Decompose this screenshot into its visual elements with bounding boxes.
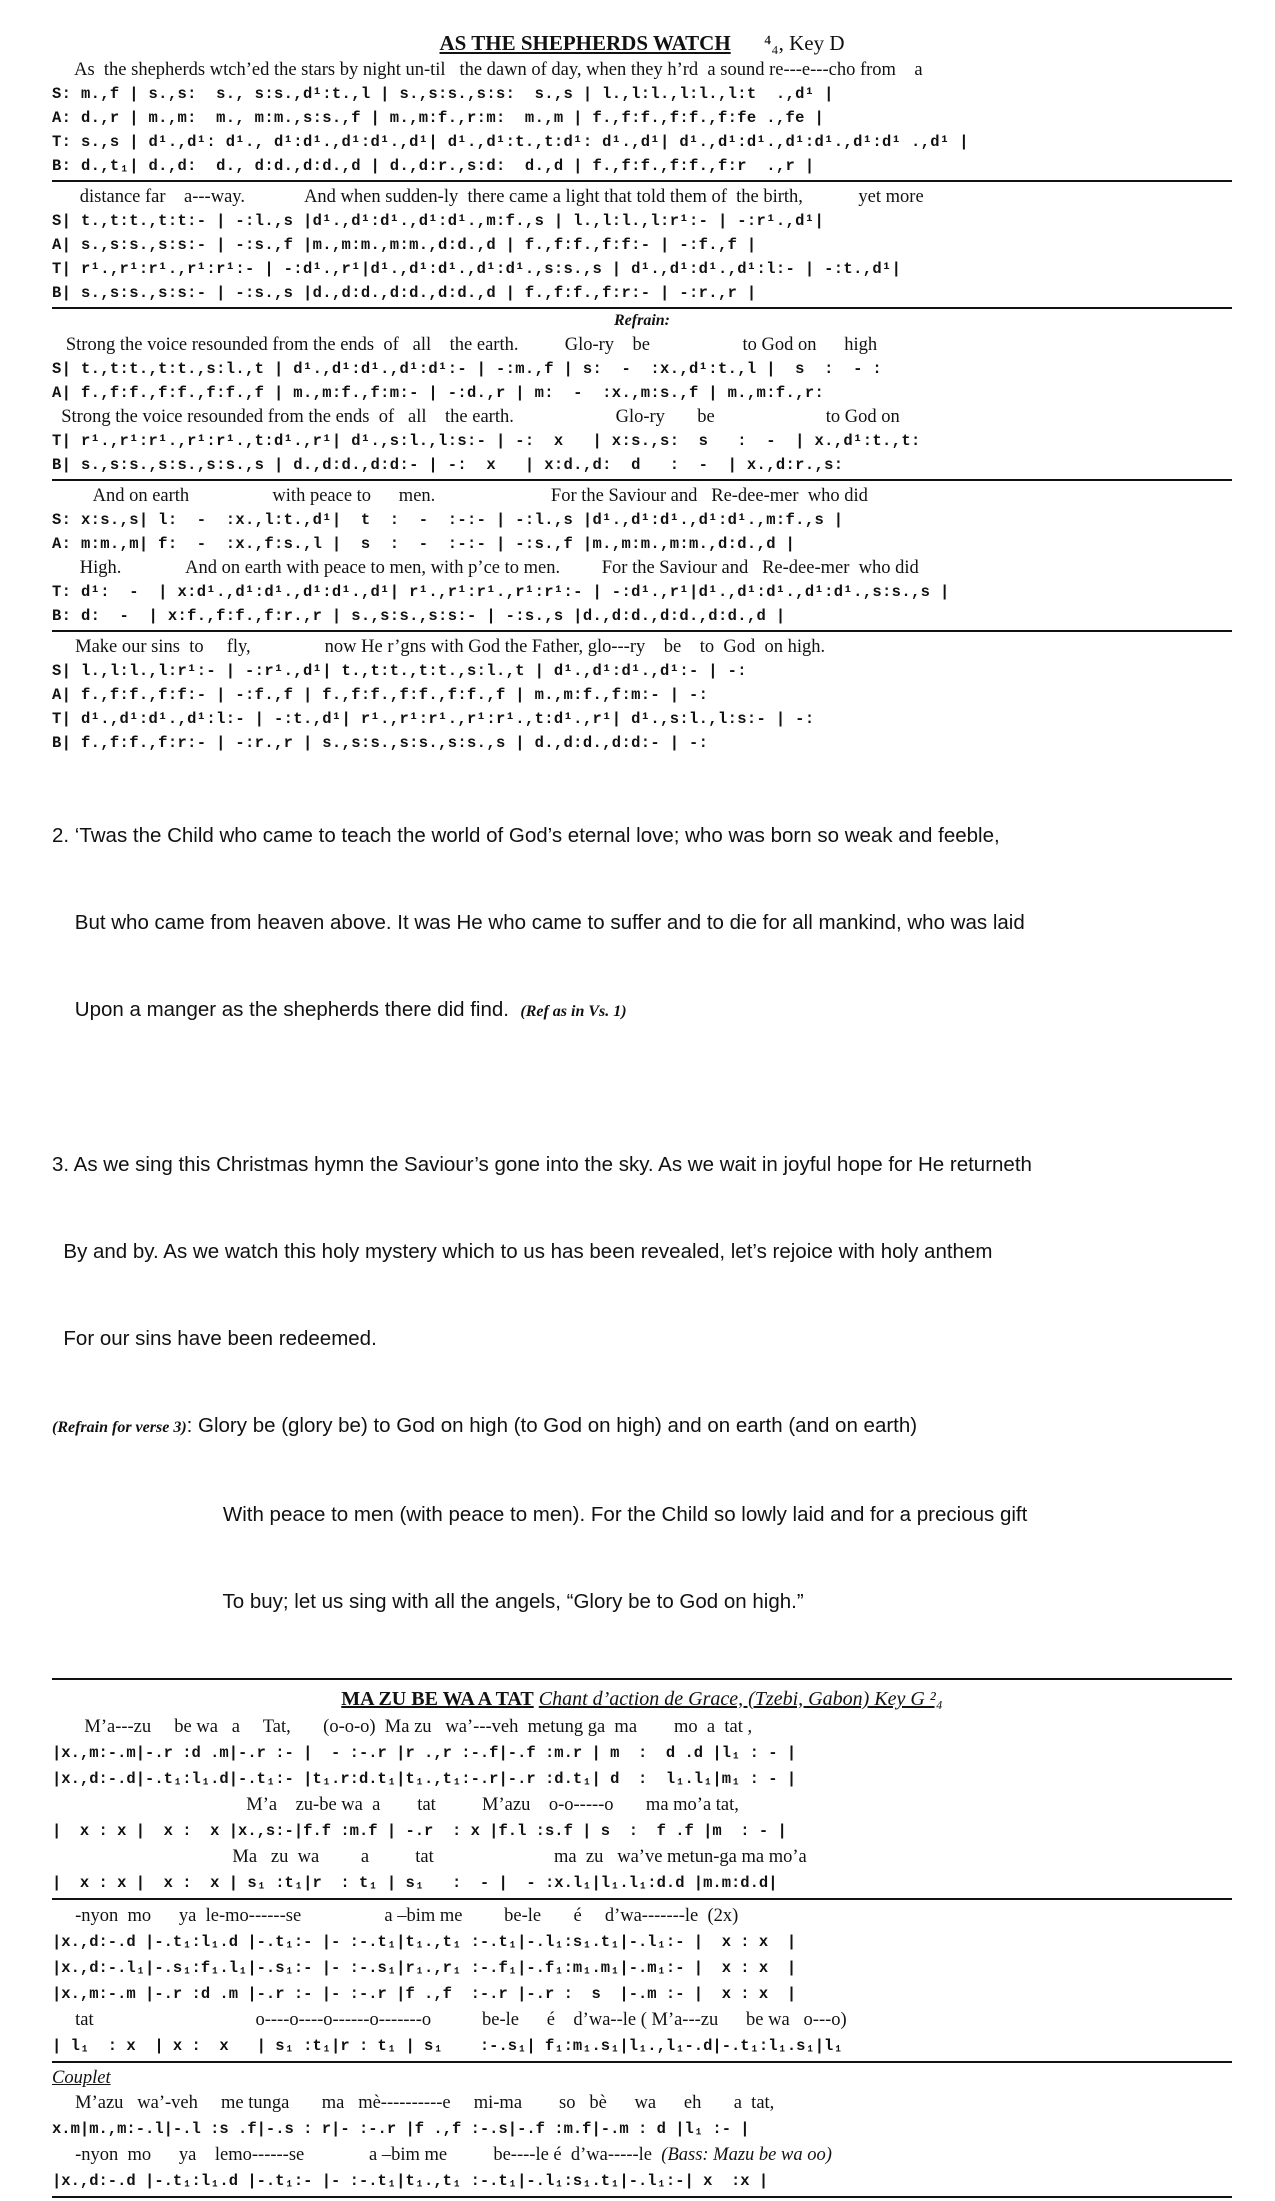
couplet-label: Couplet <box>52 2068 111 2088</box>
solfa-line: S| t.,t:t.,t:t.,s:l.,t | d¹.,d¹:d¹.,d¹:d¹:- | -:m.,f | s: - :x.,d¹:t.,l | s : - : <box>52 360 883 378</box>
solfa-line: |x.,m:-.m |-.r :d .m |-.r :- |- :-.r |f .,f :-.r |-.r : s |-.m :- | x : x | <box>52 1985 797 2003</box>
song2-subtitle: Chant d’action de Grace, (Tzebi, Gabon) Key G ²₄ <box>538 1688 943 1710</box>
verse-line: 3. As we sing this Christmas hymn the Saviour’s gone into the sky. As we wait in joyful hope for He returneth <box>52 1153 1032 1176</box>
lyric-line: Strong the voice resounded from the ends of all the earth. Glo-ry be to God on high <box>52 335 878 355</box>
song2-couplet <box>52 2090 1232 2194</box>
lyric-line: tat o----o----o------o-------o be-le é d’wa--le ( M’a---zu be wa o---o) <box>52 2010 847 2030</box>
lyric-line: Make our sins to fly, now He r’gns with God the Father, glo---ry be to God on high. <box>52 637 826 657</box>
solfa-line: A| f.,f:f.,f:f:- | -:f.,f | f.,f:f.,f:f.,f:f.,f | m.,m:f.,f:m:- | -: <box>52 686 709 704</box>
song2-block-2 <box>52 1903 1232 2059</box>
lyric-line: And on earth with peace to men. For the Saviour and Re-dee-mer who did <box>52 486 868 506</box>
solfa-line: B| f.,f:f.,f:r:- | -:r.,r | s.,s:s.,s:s.,s:s.,s | d.,d:d.,d:d:- | -: <box>52 734 709 752</box>
solfa-line: A: m:m.,m| f: - :x.,f:s.,l | s : - :-:- | -:s.,f |m.,m:m.,m:m.,d:d.,d | <box>52 535 796 553</box>
verse-line <box>52 1411 1232 1442</box>
verse-line: For our sins have been redeemed. <box>52 1327 377 1350</box>
divider <box>52 1898 1232 1900</box>
solfa-line: |x.,d:-.d|-.t₁:l₁.d|-.t₁:- |t₁.r:d.t₁|t₁.,t₁:-.r|-.r :d.t₁| d : l₁.l₁|m₁ : - | <box>52 1770 797 1788</box>
solfa-line: |x.,d:-.d |-.t₁:l₁.d |-.t₁:- |- :-.t₁|t₁.,t₁ :-.t₁|-.l₁:s₁.t₁|-.l₁:- | x : x | <box>52 1933 797 1951</box>
refrain-3-label: (Refrain for verse 3) <box>52 1419 187 1436</box>
solfa-line: | x : x | x : x |x.,s:-|f.f :m.f | -.r : x |f.l :s.f | s : f .f |m : - | <box>52 1822 787 1840</box>
verse-line <box>52 995 1232 1026</box>
verse-line: 2. ‘Twas the Child who came to teach the world of God’s eternal love; who was born so weak and feeble, <box>52 824 1000 847</box>
solfa-line: B: d.,t₁| d.,d: d., d:d.,d:d.,d | d.,d:r.,s:d: d.,d | f.,f:f.,f:f.,f:r .,r | <box>52 157 815 175</box>
solfa-line: B| s.,s:s.,s:s.,s:s.,s | d.,d:d.,d:d:- | -: x | x:d.,d: d : - | x.,d:r.,s: <box>52 456 844 474</box>
lyric-line: High. And on earth with peace to men, with p’ce to men. For the Saviour and Re-dee-mer who did <box>52 558 919 578</box>
solfa-line: B| s.,s:s.,s:s:- | -:s.,s |d.,d:d.,d:d.,d:d.,d | f.,f:f.,f:r:- | -:r.,r | <box>52 284 757 302</box>
solfa-line: S: x:s.,s| l: - :x.,l:t.,d¹| t : - :-:- | -:l.,s |d¹.,d¹:d¹.,d¹:d¹.,m:f.,s | <box>52 511 844 529</box>
divider <box>52 180 1232 182</box>
bass-note: (Bass: Mazu be wa oo) <box>661 2145 832 2165</box>
lyric-line: -nyon mo ya le-mo------se a –bim me be-le é d’wa-------le (2x) <box>52 1906 739 1926</box>
divider <box>52 2061 1232 2063</box>
divider <box>52 1678 1232 1680</box>
solfa-line: T: s.,s | d¹.,d¹: d¹., d¹:d¹.,d¹:d¹.,d¹| d¹.,d¹:t.,t:d¹: d¹.,d¹| d¹.,d¹:d¹.,d¹:d¹.,d¹:d¹ .,d¹ | <box>52 133 969 151</box>
solfa-line: |x.,d:-.d |-.t₁:l₁.d |-.t₁:- |- :-.t₁|t₁.,t₁ :-.t₁|-.l₁:s₁.t₁|-.l₁:-| x :x | <box>52 2172 769 2190</box>
solfa-line: | x : x | x : x | s₁ :t₁|r : t₁ | s₁ : - | - :x.l₁|l₁.l₁:d.d |m.m:d.d| <box>52 1874 778 1892</box>
song1-block-1 <box>52 58 1232 178</box>
song2-block-1 <box>52 1714 1232 1896</box>
solfa-line: T| r¹.,r¹:r¹.,r¹:r¹.,t:d¹.,r¹| d¹.,s:l.,l:s:- | -: x | x:s.,s: s : - | x.,d¹:t.,t: <box>52 432 921 450</box>
solfa-line: |x.,m:-.m|-.r :d .m|-.r :- | - :-.r |r .,r :-.f|-.f :m.r | m : d .d |l₁ : - | <box>52 1744 797 1762</box>
verse-2-note: (Ref as in Vs. 1) <box>520 1003 627 1020</box>
solfa-line: S| t.,t:t.,t:t:- | -:l.,s |d¹.,d¹:d¹.,d¹:d¹.,m:f.,s | l.,l:l.,l:r¹:- | -:r¹.,d¹| <box>52 212 825 230</box>
divider <box>52 2196 1232 2198</box>
song1-block-3 <box>52 333 1232 477</box>
song2-title: MA ZU BE WA A TAT <box>341 1688 534 1710</box>
refrain-3-text: : Glory be (glory be) to God on high (to God on high) and on earth (and on earth) <box>186 1414 918 1437</box>
lyric-line: Strong the voice resounded from the ends of all the earth. Glo-ry be to God on <box>52 407 900 427</box>
solfa-line: T| d¹.,d¹:d¹.,d¹:l:- | -:t.,d¹| r¹.,r¹:r¹.,r¹:r¹.,t:d¹.,r¹| d¹.,s:l.,l:s:- | -: <box>52 710 815 728</box>
solfa-line: T| r¹.,r¹:r¹.,r¹:r¹:- | -:d¹.,r¹|d¹.,d¹:d¹.,d¹:d¹.,s:s.,s | d¹.,d¹:d¹.,d¹:l:- | -:t.,d¹| <box>52 260 902 278</box>
verse-line: To buy; let us sing with all the angels, “Glory be to God on high.” <box>52 1590 804 1613</box>
verse-line: With peace to men (with peace to men). For the Child so lowly laid and for a precious gift <box>52 1503 1028 1526</box>
lyric-line: M’a---zu be wa a Tat, (o-o-o) Ma zu wa’---veh metung ga ma mo a tat , <box>52 1717 753 1737</box>
refrain-label: Refrain: <box>614 312 670 329</box>
lyric-line: M’azu wa’-veh me tunga ma mè----------e mi-ma so bè wa eh a tat, <box>52 2093 775 2113</box>
song2-title-line <box>52 1684 1232 1714</box>
verse-3 <box>52 1092 1232 1674</box>
lyric-line: As the shepherds wtch’ed the stars by night un-til the dawn of day, when they h’rd a sound re---e---cho from a <box>52 60 923 80</box>
score-page <box>52 28 1232 2201</box>
solfa-line: x.m|m.,m:-.l|-.l :s .f|-.s : r|- :-.r |f .,f :-.s|-.f :m.f|-.m : d |l₁ :- | <box>52 2120 750 2138</box>
solfa-line: | l₁ : x | x : x | s₁ :t₁|r : t₁ | s₁ :-.s₁| f₁:m₁.s₁|l₁.,l₁-.d|-.t₁:l₁.s₁|l₁ <box>52 2037 843 2055</box>
lyric-line: M’a zu-be wa a tat M’azu o-o-----o ma mo’a tat, <box>52 1795 739 1815</box>
song1-block-4 <box>52 484 1232 628</box>
verse-2 <box>52 763 1232 1084</box>
lyric-text: -nyon mo ya lemo------se a –bim me be----le é d’wa-----le <box>52 2145 662 2165</box>
song1-key: ⁴₄, Key D <box>763 31 845 55</box>
solfa-line: T: d¹: - | x:d¹.,d¹:d¹.,d¹:d¹.,d¹| r¹.,r¹:r¹.,r¹:r¹:- | -:d¹.,r¹|d¹.,d¹:d¹.,d¹:d¹.,s:s.,s | <box>52 583 950 601</box>
solfa-line: S: m.,f | s.,s: s., s:s.,d¹:t.,l | s.,s:s.,s:s: s.,s | l.,l:l.,l:l.,l:t .,d¹ | <box>52 85 834 103</box>
solfa-line: |x.,d:-.l₁|-.s₁:f₁.l₁|-.s₁:- |- :-.s₁|r₁.,r₁ :-.f₁|-.f₁:m₁.m₁|-.m₁:- | x : x | <box>52 1959 797 1977</box>
couplet-lyric-with-note <box>52 2142 1232 2168</box>
verse-line: But who came from heaven above. It was He who came to suffer and to die for all mankind, who was laid <box>52 911 1025 934</box>
lyric-line: Ma zu wa a tat ma zu wa’ve metun-ga ma mo’a <box>52 1847 807 1867</box>
divider <box>52 479 1232 481</box>
verse-line: By and by. As we watch this holy mystery which to us has been revealed, let’s rejoice with holy anthem <box>52 1240 993 1263</box>
solfa-line: A: d.,r | m.,m: m., m:m.,s:s.,f | m.,m:f.,r:m: m.,m | f.,f:f.,f:f.,f:fe .,fe | <box>52 109 825 127</box>
song1-block-2 <box>52 185 1232 305</box>
solfa-line: A| f.,f:f.,f:f.,f:f.,f | m.,m:f.,f:m:- | -:d.,r | m: - :x.,m:s.,f | m.,m:f.,r: <box>52 384 825 402</box>
lyric-line: distance far a---way. And when sudden-ly there came a light that told them of the birth, yet more <box>52 187 924 207</box>
song1-title-line <box>52 28 1232 58</box>
song1-block-5 <box>52 635 1232 755</box>
solfa-line: B: d: - | x:f.,f:f.,f:r.,r | s.,s:s.,s:s:- | -:s.,s |d.,d:d.,d:d.,d:d.,d | <box>52 607 786 625</box>
divider <box>52 630 1232 632</box>
verse-line-text: Upon a manger as the shepherds there did find. <box>52 998 521 1021</box>
solfa-line: S| l.,l:l.,l:r¹:- | -:r¹.,d¹| t.,t:t.,t:t.,s:l.,t | d¹.,d¹:d¹.,d¹:- | -: <box>52 662 747 680</box>
solfa-line: A| s.,s:s.,s:s:- | -:s.,f |m.,m:m.,m:m.,d:d.,d | f.,f:f.,f:f:- | -:f.,f | <box>52 236 757 254</box>
song1-title: AS THE SHEPHERDS WATCH <box>439 31 731 55</box>
